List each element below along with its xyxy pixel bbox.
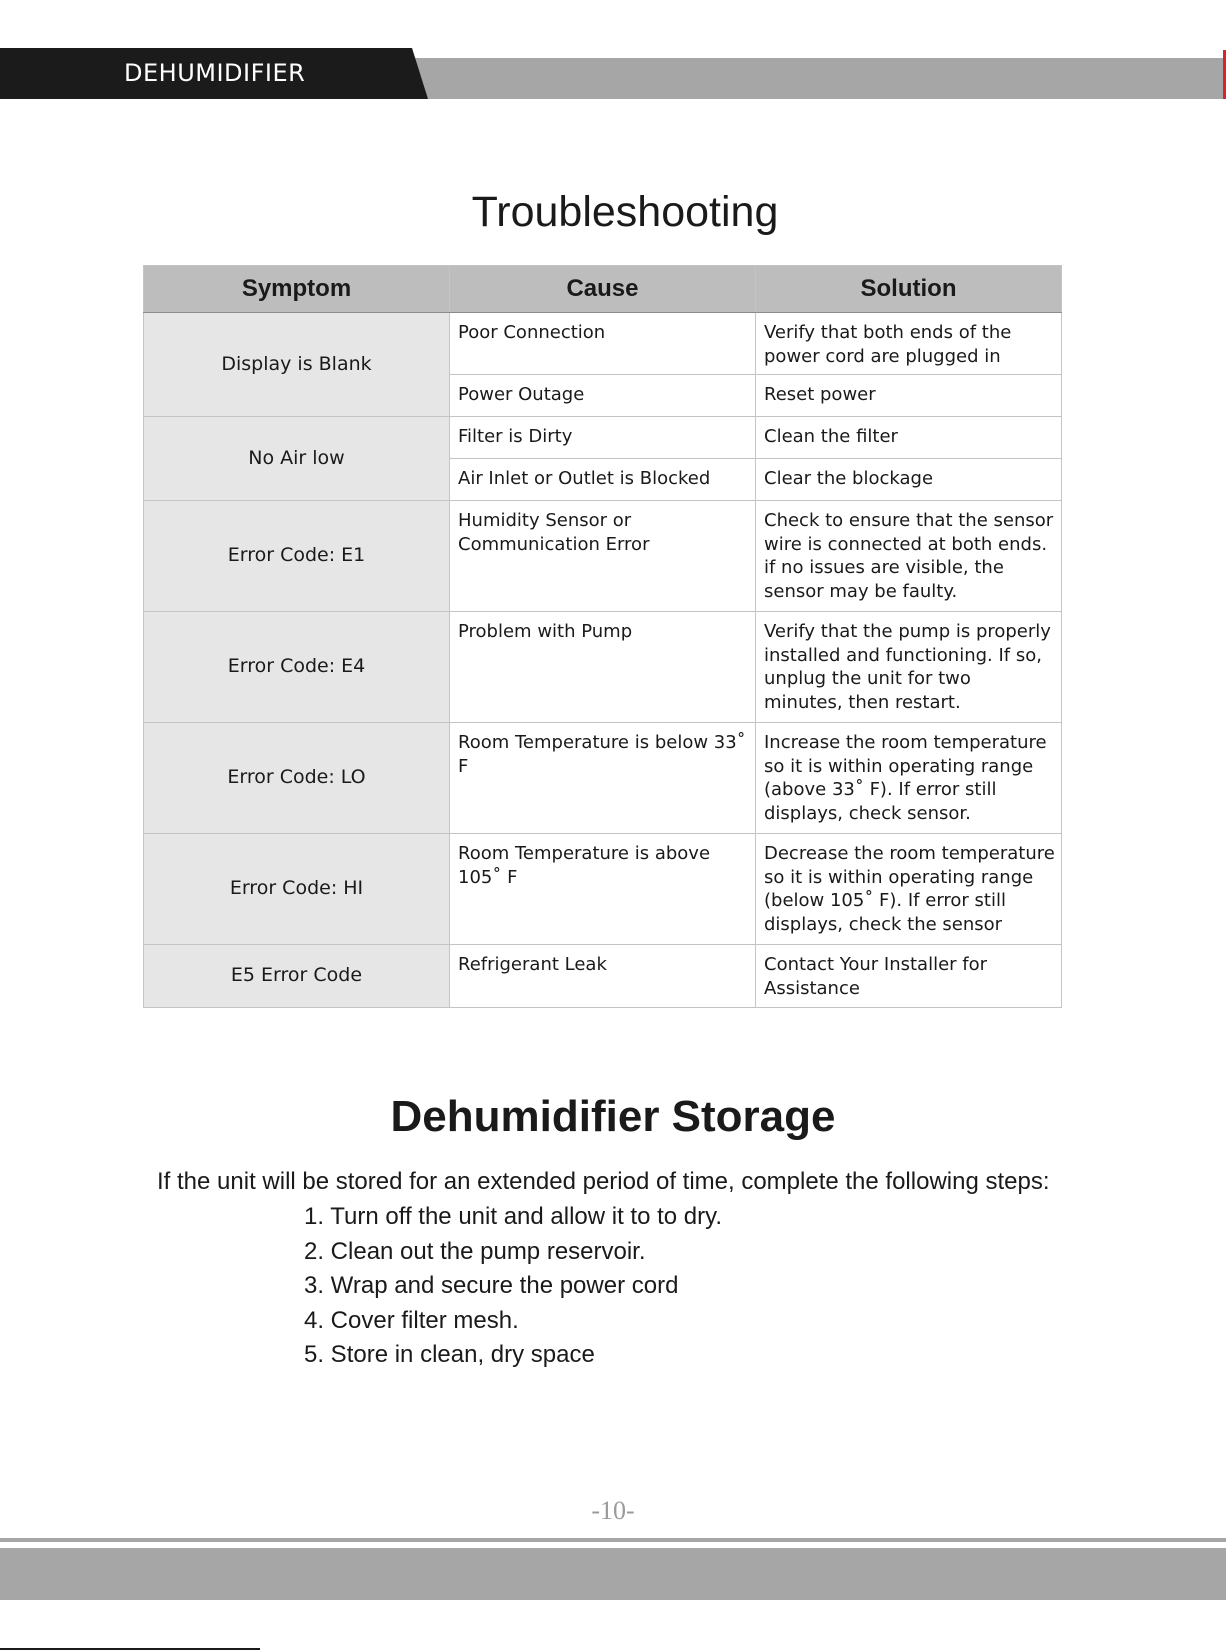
symptom-cell: Error Code: E1 [144,501,450,612]
solution-cell: Verify that both ends of the power cord are plugged in [756,313,1062,375]
table-row [144,834,1062,945]
troubleshooting-title: Troubleshooting [471,188,779,236]
symptom-cell: Error Code: HI [144,834,450,945]
solution-cell: Reset power [756,375,1062,417]
symptom-cell: No Air low [144,417,450,501]
footer-band [0,1548,1226,1600]
bottom-edge-mark [0,1648,260,1650]
table-row [144,501,1062,612]
table-row [144,417,1062,459]
solution-cell: Check to ensure that the sensor wire is connected at both ends. if no issues are visible, the sensor may be faulty. [756,501,1062,612]
cause-cell: Problem with Pump [450,612,756,723]
cause-cell: Power Outage [450,375,756,417]
solution-cell: Clear the blockage [756,459,1062,501]
solution-cell: Decrease the room temperature so it is within operating range (below 105˚ F). If error still displays, check the sensor [756,834,1062,945]
footer-rule [0,1538,1226,1542]
column-header-cause: Cause [450,266,756,313]
cause-cell: Air Inlet or Outlet is Blocked [450,459,756,501]
cause-cell: Refrigerant Leak [450,945,756,1008]
table-row [144,945,1062,1008]
solution-cell: Verify that the pump is properly installed and functioning. If so, unplug the unit for two minutes, then restart. [756,612,1062,723]
list-item: 3. Wrap and secure the power cord [304,1272,679,1299]
storage-title: Dehumidifier Storage [390,1092,836,1141]
list-item: 1. Turn off the unit and allow it to to dry. [304,1203,723,1230]
troubleshooting-table [143,265,1062,1008]
cause-cell: Poor Connection [450,313,756,375]
table-row [144,313,1062,375]
symptom-cell: Display is Blank [144,313,450,417]
storage-steps [304,1200,722,1373]
table-header-row [144,266,1062,313]
header-title: DEHUMIDIFIER [124,59,306,87]
cause-cell: Humidity Sensor or Communication Error [450,501,756,612]
symptom-cell: E5 Error Code [144,945,450,1008]
solution-cell: Contact Your Installer for Assistance [756,945,1062,1008]
storage-intro: If the unit will be stored for an extended period of time, complete the following steps: [157,1168,1050,1195]
list-item: 4. Cover filter mesh. [304,1306,519,1334]
cause-cell: Room Temperature is above 105˚ F [450,834,756,945]
list-item: 5. Store in clean, dry space [304,1341,595,1368]
solution-cell: Clean the filter [756,417,1062,459]
symptom-cell: Error Code: E4 [144,612,450,723]
header-band [400,58,1226,99]
list-item: 2. Clean out the pump reservoir. [304,1237,646,1265]
cause-cell: Room Temperature is below 33˚ F [450,723,756,834]
column-header-symptom: Symptom [144,266,450,313]
cause-cell: Filter is Dirty [450,417,756,459]
table-row [144,723,1062,834]
symptom-cell: Error Code: LO [144,723,450,834]
page-number: -10- [591,1496,635,1525]
table-row [144,612,1062,723]
solution-cell: Increase the room temperature so it is within operating range (above 33˚ F). If error still displays, check sensor. [756,723,1062,834]
column-header-solution: Solution [756,266,1062,313]
